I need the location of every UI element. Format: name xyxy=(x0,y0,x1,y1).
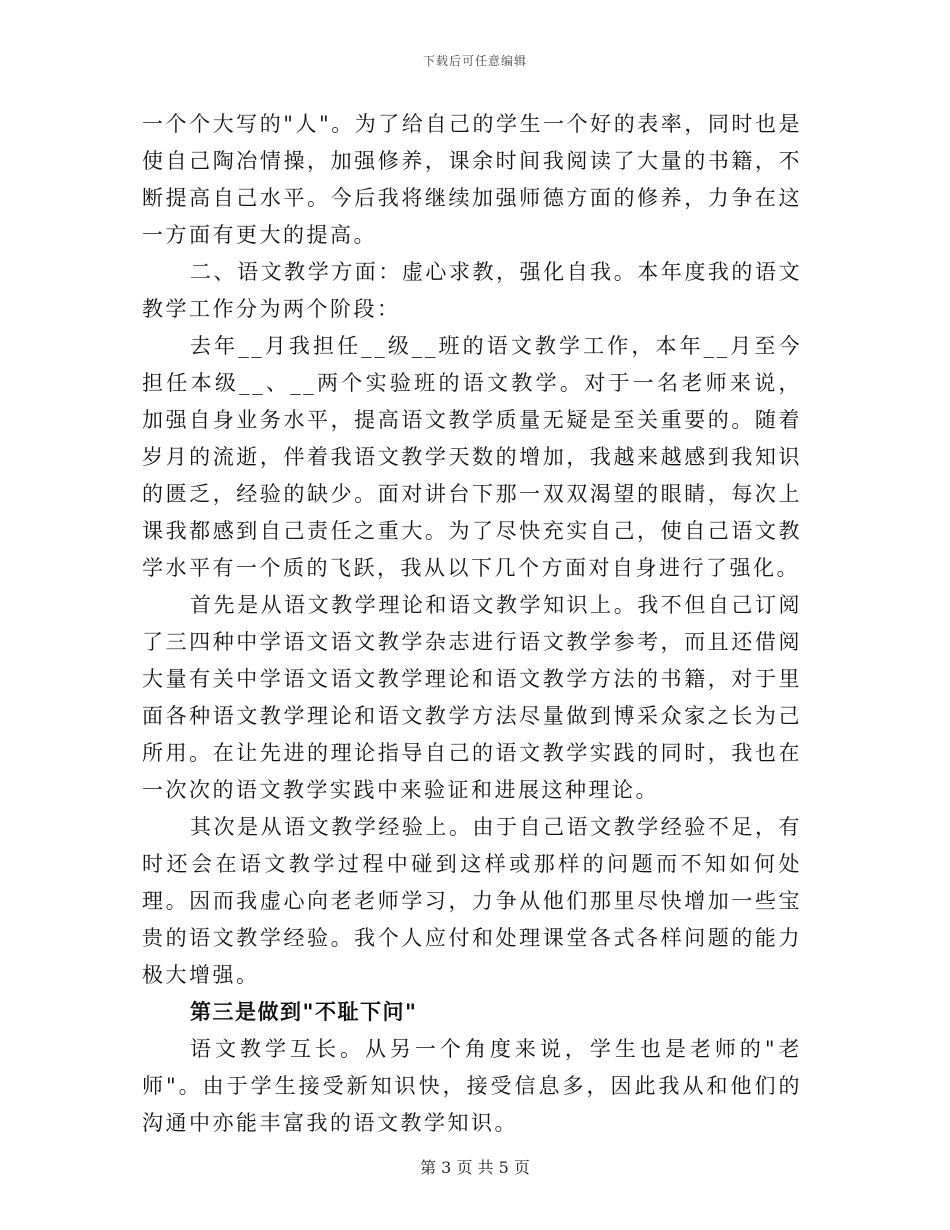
paragraph-2: 二、语文教学方面：虚心求教，强化自我。本年度我的语文教学工作分为两个阶段： xyxy=(142,260,802,321)
paragraph-5: 其次是从语文教学经验上。由于自己语文教学经验不足，有时还会在语文教学过程中碰到这样或那样的问题而不知如何处理。因而我虚心向老老师学习，力争从他们那里尽快增加一些宝贵的语文教学经验。我个人应付和处理课堂各式各样问题的能力极大增强。 xyxy=(142,815,802,987)
section-heading: 第三是做到"不耻下问" xyxy=(190,1000,418,1024)
paragraph-6: 语文教学互长。从另一个角度来说，学生也是老师的"老师"。由于学生接受新知识快，接受信息多，因此我从和他们的沟通中亦能丰富我的语文教学知识。 xyxy=(142,1037,802,1135)
paragraph-1: 一个个大写的"人"。为了给自己的学生一个好的表率，同时也是使自己陶冶情操，加强修养，课余时间我阅读了大量的书籍，不断提高自己水平。今后我将继续加强师德方面的修养，力争在这一方面有更大的提高。 xyxy=(142,112,802,247)
paragraph-4: 首先是从语文教学理论和语文教学知识上。我不但自己订阅了三四种中学语文语文教学杂志进行语文教学参考，而且还借阅大量有关中学语文语文教学理论和语文教学方法的书籍，对于里面各种语文教学理论和语文教学方法尽量做到博采众家之长为己所用。在让先进的理论指导自己的语文教学实践的同时，我也在一次次的语文教学实践中来验证和进展这种理论。 xyxy=(142,593,802,802)
page-number-footer: 第 3 页 共 5 页 xyxy=(420,1158,530,1177)
page-header: 下载后可任意编辑 xyxy=(422,54,527,68)
document-body xyxy=(142,106,802,1142)
paragraph-3: 去年__月我担任__级__班的语文教学工作，本年__月至今担任本级__、__两个实验班的语文教学。对于一名老师来说，加强自身业务水平，提高语文教学质量无疑是至关重要的。随着岁月的流逝，伴着我语文教学天数的增加，我越来越感到我知识的匮乏，经验的缺少。面对讲台下那一双双渴望的眼睛，每次上课我都感到自己责任之重大。为了尽快充实自己，使自己语文教学水平有一个质的飞跃，我从以下几个方面对自身进行了强化。 xyxy=(142,334,802,580)
